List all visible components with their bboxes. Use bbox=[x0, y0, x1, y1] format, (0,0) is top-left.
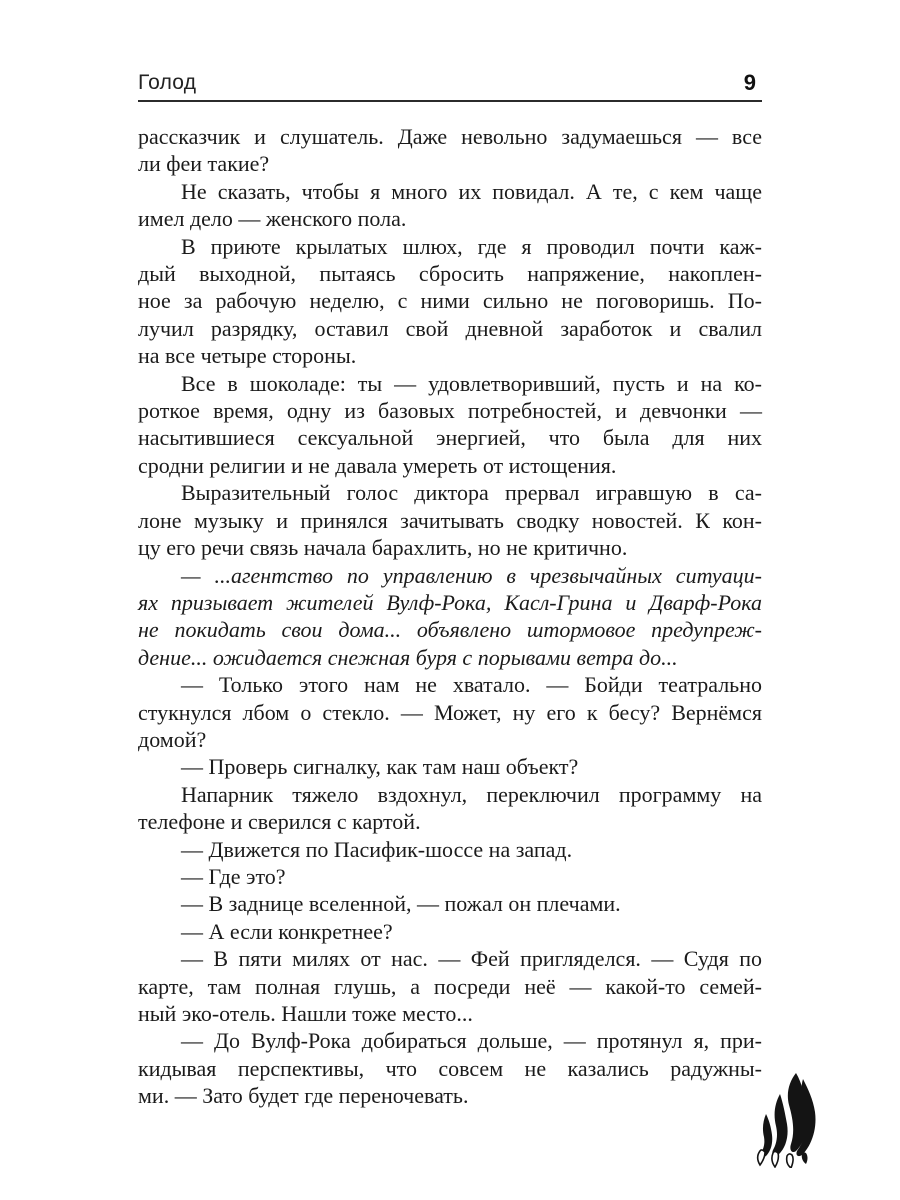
text-line: — В пяти милях от нас. — Фей пригляделся. — Судя по bbox=[181, 946, 762, 972]
text-line: телефоне и сверился с картой. bbox=[138, 809, 421, 835]
paragraph bbox=[138, 781, 762, 836]
paragraph bbox=[138, 863, 762, 890]
text-line: не покидать свои дома... объявлено штормовое предупреж- bbox=[138, 617, 762, 643]
text-line: кидывая перспективы, что совсем не казались радужны- bbox=[138, 1055, 762, 1081]
text-line: ли феи такие? bbox=[138, 151, 270, 177]
text-line: ми. — Зато будет где переночевать. bbox=[138, 1083, 469, 1109]
text-line: — Где это? bbox=[181, 863, 286, 889]
text-line: В приюте крылатых шлюх, где я проводил почти каж- bbox=[181, 233, 762, 259]
text-line: Не сказать, чтобы я много их повидал. А те, с кем чаще bbox=[181, 178, 762, 204]
text-line: — Проверь сигналку, как там наш объект? bbox=[181, 754, 579, 780]
text-line: — Только этого нам не хватало. — Бойди театрально bbox=[181, 672, 762, 698]
paragraph bbox=[138, 836, 762, 863]
paragraph bbox=[138, 178, 762, 233]
text-line: — Движется по Пасифик-шоссе на запад. bbox=[181, 836, 573, 862]
text-line: стукнулся лбом о стекло. — Может, ну его к бесу? Вернёмся bbox=[138, 699, 762, 725]
paragraph bbox=[138, 890, 762, 917]
text-line: домой? bbox=[138, 726, 207, 752]
paragraph bbox=[138, 753, 762, 780]
running-title: Голод bbox=[138, 71, 197, 94]
text-line: — А если конкретнее? bbox=[181, 918, 393, 944]
text-line: дый выходной, пытаясь сбросить напряжение, накоплен- bbox=[138, 261, 762, 287]
text-line: Напарник тяжело вздохнул, переключил программу на bbox=[181, 781, 762, 807]
text-line: насытившиеся сексуальной энергией, что была для них bbox=[138, 425, 762, 451]
body-text bbox=[138, 123, 762, 1110]
text-line: рассказчик и слушатель. Даже невольно задумаешься — все bbox=[138, 124, 762, 149]
text-line: — До Вулф-Рока добираться дольше, — протянул я, при- bbox=[181, 1028, 762, 1054]
text-line: имел дело — женского пола. bbox=[138, 206, 407, 232]
text-line: Выразительный голос диктора прервал игравшую в са- bbox=[181, 480, 762, 506]
text-line: — В заднице вселенной, — пожал он плечами. bbox=[181, 891, 621, 917]
paragraph bbox=[138, 479, 762, 561]
paragraph bbox=[138, 123, 762, 178]
text-line: лучил разрядку, оставил свой дневной заработок и свалил bbox=[138, 315, 762, 341]
paragraph bbox=[138, 233, 762, 370]
text-line: карте, там полная глушь, а посреди неё — какой-то семей- bbox=[138, 973, 762, 999]
text-line: цу его речи связь начала барахлить, но не критично. bbox=[138, 535, 628, 561]
paragraph bbox=[138, 945, 762, 1027]
paragraph bbox=[138, 671, 762, 753]
text-line: роткое время, одну из базовых потребностей, и девчонки — bbox=[138, 398, 762, 424]
text-line: на все четыре стороны. bbox=[138, 343, 357, 369]
paragraph bbox=[138, 1027, 762, 1109]
text-line: ный эко-отель. Нашли тоже место... bbox=[138, 1001, 473, 1026]
text-line: лоне музыку и принялся зачитывать сводку новостей. К кон- bbox=[138, 507, 762, 533]
text-line: ях призывает жителей Вулф-Рока, Касл-Грина и Дварф-Рока bbox=[138, 589, 762, 615]
paragraph bbox=[138, 918, 762, 945]
text-line: дение... ожидается снежная буря с порывами ветра до... bbox=[138, 644, 678, 670]
text-line: сродни религии и не давала умереть от истощения. bbox=[138, 452, 617, 478]
claw-scratch-icon bbox=[750, 1072, 834, 1168]
text-line: ное за рабочую неделю, с ними сильно не поговоришь. По- bbox=[138, 288, 762, 314]
running-header bbox=[138, 71, 762, 102]
page-number: 9 bbox=[743, 70, 756, 95]
text-line: — ...агентство по управлению в чрезвычайных ситуаци- bbox=[181, 562, 762, 588]
paragraph bbox=[138, 370, 762, 480]
paragraph bbox=[138, 562, 762, 672]
text-line: Все в шоколаде: ты — удовлетворивший, пусть и на ко- bbox=[181, 370, 762, 396]
